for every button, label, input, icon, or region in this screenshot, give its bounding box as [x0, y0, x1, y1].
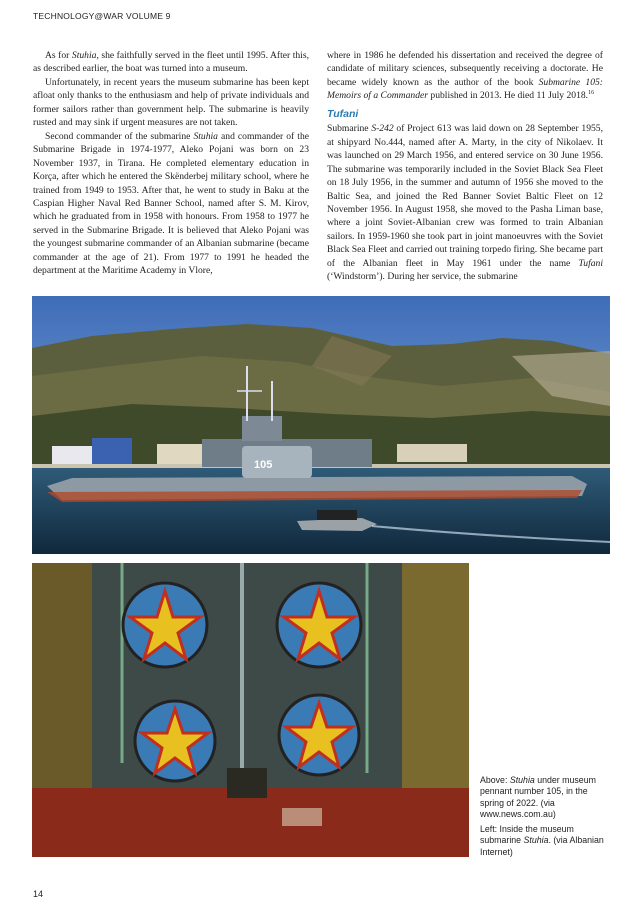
torpedo-room-photo-icon [32, 563, 469, 857]
submarine-photo-icon [32, 296, 610, 554]
torpedo-door-bottom-right [279, 695, 359, 775]
running-header: TECHNOLOGY@WAR VOLUME 9 [33, 11, 171, 21]
left-paragraph-2: Unfortunately, in recent years the museum submarine has been kept afloat only thanks to the enthusiasm and help of private individuals and former sailors rather than government help. The submarine is heavily rusted and may sink if urgent measures are not taken. [33, 76, 309, 129]
section-heading-tufani: Tufani [327, 107, 359, 120]
torpedo-door-top-left [123, 583, 207, 667]
photo-caption-left: Left: Inside the museum submarine Stuhia. (via Albanian Internet) [480, 824, 604, 857]
page-number: 14 [33, 889, 44, 899]
photo-caption-above: Above: Stuhia under museum pennant number 105, in the spring of 2022. (via www.news.com.au) [480, 775, 596, 819]
left-column [33, 49, 309, 278]
submarine-photo [32, 296, 610, 554]
torpedo-door-bottom-left [135, 701, 215, 781]
right-paragraph-1: where in 1986 he defended his dissertation and received the degree of candidate of military sciences, subsequently receiving a doctorate. He became widely known as the author of the book Submarine 105: Memoirs of a Commander published in 2013. He died 11 July 2018.16 [327, 50, 603, 102]
torpedo-door-top-right [277, 583, 361, 667]
torpedo-room-photo [32, 563, 469, 857]
left-paragraph-1: As for Stuhia, she faithfully served in the fleet until 1995. After this, as described earlier, the boat was turned into a museum. [33, 50, 309, 75]
right-column [327, 49, 603, 284]
left-paragraph-3: Second commander of the submarine Stuhia and commander of the Submarine Brigade in 1974-1977, Aleko Pojani was born on 23 November 1937, in Tirana. He completed elementary education in Korça, after which he entered the Skënderbej military school, where he trained from 1949 to 1953. After that, he went to study in Baku at the Caspian Higher Naval Red Banner School, named after S. M. Kirov, which he graduated from in 1958 with honours. From 1958 to 1977 he served in the Submarine Brigade. It is believed that Aleko Pojani was the youngest submarine commander of an Albanian submarine (became commander at the age of 21). From 1977 to 1991 he headed the department at the Maritime Academy in Vlore, [33, 130, 309, 277]
footnote-ref: 16 [588, 90, 595, 97]
right-paragraph-2: Submarine S-242 of Project 613 was laid down on 28 September 1955, at shipyard No.444, named after A. Marty, in the city of Nikolaev. It was launched on 29 March 1956, and entered service on 30 June 1956. The submarine was temporarily included in the Soviet Black Sea Fleet on 18 July 1956, in the summer and autumn of 1956 she moved to the Baltic Sea, and joined the Red Banner Soviet Baltic Fleet on 12 November 1956. In August 1958, she moved to the Pasha Liman base, where a joint Soviet-Albanian crew was formed to train Albanian sailors. In 1959-1960 she took part in joint manoeuvres with the Soviet Black Sea Fleet and carried out training torpedo firing. She became part of the Albanian fleet in May 1961 under the name Tufani (‘Windstorm’). During her service, the submarine [327, 123, 604, 283]
pennant-number: 105 [254, 459, 273, 471]
